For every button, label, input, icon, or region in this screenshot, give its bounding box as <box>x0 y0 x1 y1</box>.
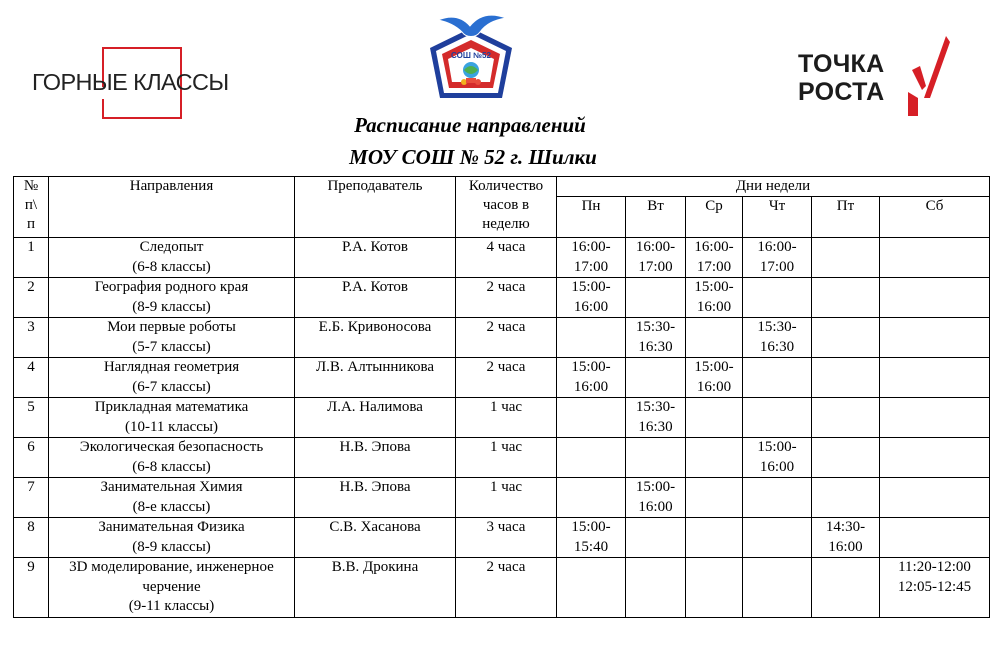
header-day-sat: Сб <box>880 197 990 238</box>
time-start: 15:00- <box>694 359 734 375</box>
time-cell-mon <box>557 558 626 618</box>
time-cell-wed <box>686 438 743 478</box>
time-start: 15:30- <box>757 319 797 335</box>
time-cell-wed <box>686 318 743 358</box>
direction-name: География родного края <box>94 279 249 295</box>
time-cell-sat <box>880 438 990 478</box>
direction-name: 3D моделирование, инженерное <box>69 559 274 575</box>
row-hours: 2 часа <box>456 318 557 358</box>
row-teacher: Н.В. Эпова <box>295 438 456 478</box>
row-hours: 2 часа <box>456 558 557 618</box>
time-start: 15:00- <box>635 479 676 495</box>
time-cell-mon <box>557 518 626 558</box>
direction-name: Мои первые роботы <box>107 319 236 335</box>
header-day-thu: Чт <box>743 197 812 238</box>
time-cell-mon <box>557 438 626 478</box>
time-cell-mon <box>557 398 626 438</box>
row-teacher: Л.А. Налимова <box>295 398 456 438</box>
row-hours: 3 часа <box>456 518 557 558</box>
time-cell-tue <box>626 558 686 618</box>
row-teacher: Р.А. Котов <box>295 238 456 278</box>
time-cell-wed <box>686 558 743 618</box>
time-cell-tue <box>626 438 686 478</box>
time-end: 17:00 <box>638 258 673 275</box>
table-row <box>14 518 990 558</box>
time-cell-fri <box>812 238 880 278</box>
time-end: 16:00 <box>828 538 863 555</box>
page-subtitle: МОУ СОШ № 52 г. Шилки <box>349 145 597 169</box>
row-teacher: С.В. Хасанова <box>295 518 456 558</box>
time-cell-thu <box>743 438 812 478</box>
row-hours: 2 часа <box>456 358 557 398</box>
time-cell-sat <box>880 358 990 398</box>
time-cell-sat <box>880 478 990 518</box>
direction-grades: (9-11 классы) <box>128 598 215 614</box>
time-cell-thu <box>743 478 812 518</box>
time-start: 15:30- <box>635 399 676 415</box>
logo-text: ГОРНЫЕ КЛАССЫ <box>32 69 229 95</box>
row-teacher: Е.Б. Кривоносова <box>295 318 456 358</box>
direction-grades: (8-9 классы) <box>132 298 211 315</box>
time-start: 11:20-12:00 <box>898 559 971 575</box>
time-start: 15:00- <box>571 279 611 295</box>
row-direction <box>49 438 295 478</box>
time-cell-fri <box>812 558 880 618</box>
time-cell-sat <box>880 518 990 558</box>
time-start: 16:00- <box>694 239 734 255</box>
logo-text-line1: ТОЧКА <box>798 50 885 78</box>
time-cell-tue <box>626 358 686 398</box>
row-num: 4 <box>14 358 49 398</box>
time-cell-wed <box>686 398 743 438</box>
time-end: 16:00 <box>696 378 732 395</box>
school-emblem-logo <box>428 10 514 102</box>
time-start: 15:00- <box>571 359 611 375</box>
row-hours: 1 час <box>456 398 557 438</box>
schedule-table <box>13 176 990 618</box>
row-num: 7 <box>14 478 49 518</box>
gornye-klassy-logo <box>32 47 227 122</box>
time-cell-mon <box>557 278 626 318</box>
time-end: 17:00 <box>696 258 732 275</box>
time-cell-tue <box>626 238 686 278</box>
row-direction <box>49 358 295 398</box>
time-cell-thu <box>743 358 812 398</box>
time-end: 16:30 <box>638 418 673 435</box>
time-cell-sat <box>880 558 990 618</box>
row-teacher: Н.В. Эпова <box>295 478 456 518</box>
time-cell-mon <box>557 478 626 518</box>
table-row <box>14 558 990 618</box>
time-start: 14:30- <box>825 519 866 535</box>
row-hours: 1 час <box>456 438 557 478</box>
time-end: 16:00 <box>573 298 609 315</box>
time-cell-mon <box>557 238 626 278</box>
table-row <box>14 478 990 518</box>
time-cell-wed <box>686 478 743 518</box>
header-day-mon: Пн <box>557 197 626 238</box>
table-row <box>14 398 990 438</box>
header-days-group: Дни недели <box>557 177 990 197</box>
time-cell-thu <box>743 558 812 618</box>
direction-name: Прикладная математика <box>94 399 249 415</box>
time-cell-wed <box>686 238 743 278</box>
header-day-wed: Ср <box>686 197 743 238</box>
time-cell-wed <box>686 358 743 398</box>
time-start: 16:00- <box>635 239 676 255</box>
time-end: 17:00 <box>573 258 609 275</box>
time-cell-fri <box>812 358 880 398</box>
direction-name: Занимательная Химия <box>100 479 243 495</box>
row-num: 5 <box>14 398 49 438</box>
page-title: Расписание направлений <box>354 113 586 137</box>
time-end: 17:00 <box>759 258 795 275</box>
row-num: 6 <box>14 438 49 478</box>
direction-name-cont: черчение <box>142 578 201 595</box>
row-num: 1 <box>14 238 49 278</box>
time-cell-thu <box>743 278 812 318</box>
time-cell-fri <box>812 318 880 358</box>
table-row <box>14 358 990 398</box>
time-start: 15:00- <box>571 519 611 535</box>
time-start: 15:00- <box>694 279 734 295</box>
time-cell-fri <box>812 518 880 558</box>
time-end: 16:30 <box>638 338 673 355</box>
header-direction: Направления <box>49 177 295 238</box>
direction-name: Занимательная Физика <box>98 519 245 535</box>
direction-grades: (8-9 классы) <box>132 538 211 555</box>
row-direction <box>49 398 295 438</box>
direction-grades: (5-7 классы) <box>132 338 211 355</box>
direction-name: Наглядная геометрия <box>103 359 240 375</box>
direction-grades: (6-8 классы) <box>132 458 211 475</box>
row-direction <box>49 518 295 558</box>
time-end: 16:00 <box>638 498 673 515</box>
header-day-tue: Вт <box>626 197 686 238</box>
time-cell-sat <box>880 398 990 438</box>
time-end: 16:00 <box>759 458 795 475</box>
time-start: 16:00- <box>571 239 611 255</box>
row-hours: 1 час <box>456 478 557 518</box>
direction-name: Следопыт <box>139 239 204 255</box>
tochka-rosta-logo <box>798 36 958 116</box>
time-cell-tue <box>626 398 686 438</box>
time-cell-fri <box>812 398 880 438</box>
direction-grades: (6-8 классы) <box>132 258 211 275</box>
time-cell-thu <box>743 398 812 438</box>
time-cell-fri <box>812 278 880 318</box>
row-hours: 2 часа <box>456 278 557 318</box>
time-cell-mon <box>557 358 626 398</box>
time-end: 16:00 <box>696 298 732 315</box>
time-end: 16:00 <box>573 378 609 395</box>
row-num: 9 <box>14 558 49 618</box>
time-cell-thu <box>743 318 812 358</box>
time-cell-fri <box>812 478 880 518</box>
table-row <box>14 238 990 278</box>
logo-text-line2: РОСТА <box>798 78 885 106</box>
row-direction <box>49 478 295 518</box>
time-cell-tue <box>626 518 686 558</box>
time-end: 16:30 <box>759 338 795 355</box>
time-cell-sat <box>880 278 990 318</box>
direction-name: Экологическая безопасность <box>79 439 264 455</box>
direction-grades: (10-11 классы) <box>124 418 218 435</box>
time-start: 15:00- <box>757 439 797 455</box>
time-cell-wed <box>686 518 743 558</box>
row-teacher: В.В. Дрокина <box>295 558 456 618</box>
time-cell-fri <box>812 438 880 478</box>
time-cell-tue <box>626 318 686 358</box>
header-num: № п\ п <box>14 177 49 238</box>
row-direction <box>49 278 295 318</box>
row-direction <box>49 238 295 278</box>
header-day-fri: Пт <box>812 197 880 238</box>
row-num: 8 <box>14 518 49 558</box>
direction-grades: (6-7 классы) <box>132 378 211 395</box>
time-start: 16:00- <box>757 239 797 255</box>
header-hours: Количество часов в неделю <box>456 177 557 238</box>
table-row <box>14 438 990 478</box>
arrow-mark-icon <box>900 36 956 116</box>
row-direction <box>49 318 295 358</box>
row-num: 2 <box>14 278 49 318</box>
row-teacher: Р.А. Котов <box>295 278 456 318</box>
row-direction <box>49 558 295 618</box>
row-num: 3 <box>14 318 49 358</box>
time-cell-sat <box>880 318 990 358</box>
emblem-text: СОШ №52 <box>451 51 491 60</box>
time-end: 12:05-12:45 <box>897 578 972 595</box>
time-cell-thu <box>743 238 812 278</box>
time-cell-thu <box>743 518 812 558</box>
row-hours: 4 часа <box>456 238 557 278</box>
time-cell-sat <box>880 238 990 278</box>
time-cell-wed <box>686 278 743 318</box>
row-teacher: Л.В. Алтынникова <box>295 358 456 398</box>
direction-grades: (8-е классы) <box>132 498 211 515</box>
time-end: 15:40 <box>573 538 609 555</box>
time-cell-tue <box>626 278 686 318</box>
time-cell-tue <box>626 478 686 518</box>
table-row <box>14 278 990 318</box>
table-row <box>14 318 990 358</box>
header-teacher: Преподаватель <box>295 177 456 238</box>
time-start: 15:30- <box>635 319 676 335</box>
school-emblem-icon <box>428 10 514 102</box>
time-cell-mon <box>557 318 626 358</box>
